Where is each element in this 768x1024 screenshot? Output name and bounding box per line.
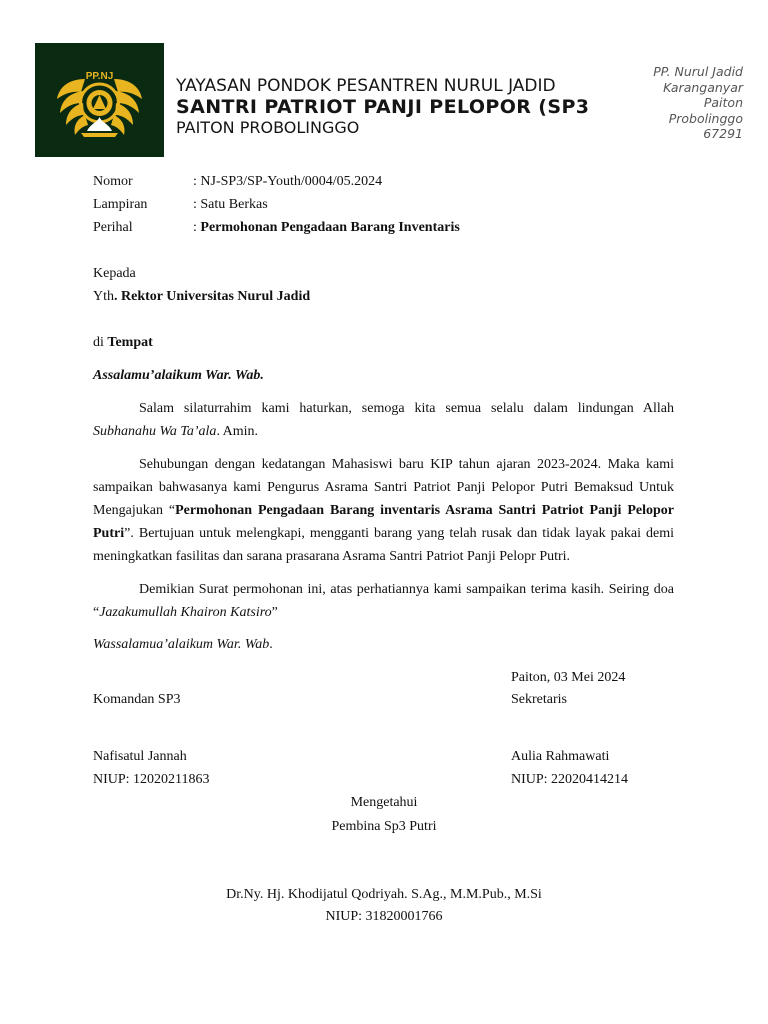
place-date: Paiton, 03 Mei 2024 [511, 670, 626, 685]
emblem-icon [35, 43, 164, 157]
meta-row-nomor [93, 172, 460, 195]
address-line: Karanganyar [663, 79, 743, 95]
paragraph-closing: Demikian Surat permohonan ini, atas perhatiannya kami sampaikan terima kasih. Seiring doa “Jazakumullah Khairon Katsiro” [93, 582, 674, 620]
organization-name: SANTRI PATRIOT PANJI PELOPOR (SP3 [176, 96, 590, 118]
recipient-honorific: Yth [93, 289, 114, 304]
recipient-label: Kepada [93, 266, 136, 281]
signer-left-name: Nafisatul Jannah [93, 749, 187, 764]
organization-city: PAITON PROBOLINGGO [176, 118, 360, 137]
meta-value: : NJ-SP3/SP-Youth/0004/05.2024 [193, 174, 383, 189]
organization-logo [35, 43, 164, 157]
approval-name: Dr.Ny. Hj. Khodijatul Qodriyah. S.Ag., M.M.Pub., M.Si [226, 887, 542, 902]
place-name: Tempat [107, 335, 153, 350]
signer-right-title: Sekretaris [511, 692, 567, 707]
recipient-title: . Rektor Universitas Nurul Jadid [114, 289, 311, 304]
recipient-place [93, 333, 674, 353]
recipient-name [93, 287, 674, 307]
organization-header [176, 76, 589, 138]
approval-label: Mengetahui [350, 795, 418, 810]
meta-row-lampiran [93, 195, 460, 218]
address-line: PP. Nurul Jadid [653, 64, 743, 79]
letter-meta [93, 172, 460, 241]
meta-label: Nomor [93, 174, 133, 189]
opening-greeting: Assalamu’alaikum War. Wab. [93, 368, 264, 383]
meta-value-prefix: : [193, 220, 201, 235]
meta-label: Lampiran [93, 197, 148, 212]
signer-left-title: Komandan SP3 [93, 692, 181, 707]
signer-left-id: NIUP: 12020211863 [93, 772, 210, 787]
paragraph-request: Sehubungan dengan kedatangan Mahasiswi baru KIP tahun ajaran 2023-2024. Maka kami sampaikan bahwasanya kami Pengurus Asrama Santri Patriot Panji Pelopor Putri Bemaksud Untuk Mengajukan “Permohonan Pengadaan Barang inventaris Asrama Santri Patriot Panji Pelopor Putri”. Bertujuan untuk melengkapi, mengganti barang yang telah rusak dan tidak layak pakai demi meningkatkan fasilitas dan sarana prasarana Asrama Santri Patriot Panji Pelopr Putri. [93, 457, 674, 564]
foundation-name: YAYASAN PONDOK PESANTREN NURUL JADID [176, 76, 556, 96]
meta-row-perihal [93, 218, 460, 241]
logo-label: PP.NJ [85, 71, 114, 82]
meta-label: Perihal [93, 220, 133, 235]
approval-title: Pembina Sp3 Putri [331, 819, 437, 834]
paragraph-greeting: Salam silaturrahim kami haturkan, semoga kita semua selalu dalam lindungan Allah Subhanahu Wa Ta’ala. Amin. [93, 401, 674, 439]
address-line: Probolinggo [668, 110, 743, 126]
meta-value-subject: Permohonan Pengadaan Barang Inventaris [200, 220, 460, 235]
signer-right-id: NIUP: 22020414214 [511, 772, 629, 787]
organization-address [623, 64, 743, 142]
approval-id: NIUP: 31820001766 [325, 909, 443, 924]
address-line: Paiton [703, 95, 743, 110]
place-prefix: di [93, 335, 108, 350]
meta-value: : Satu Berkas [193, 197, 268, 212]
address-line: 67291 [703, 126, 743, 141]
closing-greeting: Wassalamua’alaikum War. Wab. [93, 637, 273, 652]
signer-right-name: Aulia Rahmawati [511, 749, 610, 764]
